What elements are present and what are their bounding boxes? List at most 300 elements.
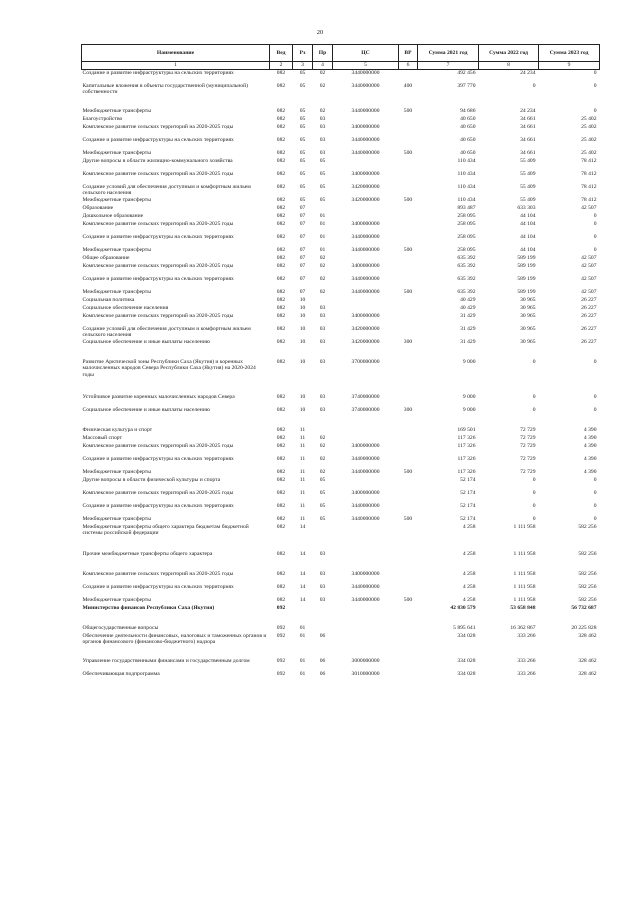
cell-pr [313,524,333,551]
cell-rz: 11 [299,427,306,433]
cell-name: Создание и развитие инфраструктуры на сельских территориях [82,503,234,509]
cell-rz: 07 [299,263,306,269]
cell-vr: 500 [403,108,413,114]
table-row [82,359,600,394]
cell-pr: 05 [319,158,326,164]
cell-sum-2022: 44 104 [520,213,536,219]
cell-cs: 3440000000 [351,83,380,89]
cell-vr [399,184,418,197]
cell-sum-2023: 0 [593,221,597,227]
cell-sum-2021: 4 258 [462,551,476,557]
cell-name: Социальная политика [82,297,135,303]
cell-rz: 11 [299,477,306,483]
cell-sum-2023: 0 [593,359,597,365]
table-row [82,108,600,116]
cell-rz: 10 [299,305,306,311]
cell-sum-2023: 0 [593,407,597,413]
cell-ved: 082 [276,205,286,211]
cell-sum-2021: 334 028 [457,671,476,677]
cell-pr: 03 [319,116,326,122]
cell-vr [399,394,418,407]
cell-rz: 07 [299,234,306,240]
table-row [82,263,600,276]
cell-sum-2021: 492 456 [457,70,476,76]
cell-vr [399,584,418,597]
cell-rz: 05 [299,197,306,203]
cell-sum-2022: 72 729 [520,469,536,475]
cell-vr [399,234,418,247]
cell-pr: 02 [319,443,326,449]
cell-sum-2022: 16 362 867 [510,625,536,631]
page-number: 20 [316,29,324,36]
cell-pr: 05 [319,171,326,177]
cell-rz: 05 [299,70,306,76]
cell-cs: 3400000000 [351,263,380,269]
cell-rz: 07 [299,205,306,211]
cell-vr: 500 [403,197,413,203]
cell-ved: 082 [276,443,286,449]
cell-cs [333,605,399,625]
cell-vr: 400 [403,83,413,89]
cell-sum-2021: 94 686 [460,108,476,114]
cell-cs: 3440000000 [351,469,380,475]
table-row [82,70,600,84]
cell-vr [399,263,418,276]
cell-vr [399,124,418,137]
cell-sum-2022: 55 409 [520,197,536,203]
cell-cs: 3400000000 [351,221,380,227]
cell-rz: 11 [299,516,306,522]
cell-sum-2023: 0 [593,234,597,240]
cell-sum-2022: 589 199 [517,263,536,269]
cell-vr [399,503,418,516]
cell-ved: 082 [276,427,286,433]
table-row [82,443,600,456]
cell-ved: 092 [276,633,286,639]
cell-ved: 082 [276,456,286,462]
cell-rz: 05 [299,108,306,114]
table-row [82,137,600,150]
cell-ved: 082 [276,359,286,365]
cell-cs: 3400000000 [351,313,380,319]
cell-sum-2022: 72 729 [520,443,536,449]
cell-name: Министерство финансов Республики Саха (Якутия) [82,605,215,611]
cell-sum-2021: 635 392 [457,255,476,261]
cell-sum-2022: 0 [532,394,536,400]
table-row [82,213,600,221]
cell-vr [399,443,418,456]
cell-cs: 3740000000 [351,407,380,413]
cell-ved: 082 [276,137,286,143]
table-row [82,597,600,605]
cell-name: Физическая культура и спорт [82,427,153,433]
cell-cs: 3400000000 [351,124,380,130]
cell-vr [399,205,418,213]
cell-vr [399,213,418,221]
cell-rz: 10 [299,394,306,400]
cell-name: Управление государственными финансами и государственным долгом [82,658,250,664]
cell-pr: 03 [319,551,326,557]
cell-sum-2023: 42 507 [581,276,597,282]
cell-name: Создание условий для обеспечения доступным и комфортным жильем сельского населения [82,184,251,197]
cell-sum-2022: 72 729 [520,435,536,441]
cell-vr [399,456,418,469]
cell-name: Создание и развитие инфраструктуры на сельских территориях [82,276,234,282]
cell-sum-2022: 44 104 [520,247,536,253]
cell-rz: 01 [299,625,306,631]
cell-sum-2022: 34 661 [520,124,536,130]
cell-sum-2021: 52 174 [460,516,476,522]
cell-name: Комплексное развитие сельских территорий на 2020-2025 годы [82,263,234,269]
cell-vr [399,70,418,84]
cell-vr [399,326,418,339]
cell-vr: 300 [403,407,413,413]
cell-sum-2023: 26 227 [581,305,597,311]
cell-pr: 03 [319,571,326,577]
cell-vr [399,137,418,150]
cell-ved: 082 [276,83,286,89]
cell-sum-2022: 72 729 [520,427,536,433]
cell-sum-2021: 117 326 [457,469,476,475]
header-ved: Вед [270,45,293,62]
table-row [82,116,600,124]
cell-sum-2021: 5 895 641 [453,625,476,631]
cell-rz: 05 [299,171,306,177]
cell-cs [333,116,399,124]
cell-ved: 082 [276,213,286,219]
cell-name: Межбюджетные трансферты [82,516,151,522]
header-cs: ЦС [333,45,399,62]
cell-ved: 082 [276,150,286,156]
cell-sum-2021: 9 000 [462,359,476,365]
cell-cs [333,625,399,633]
cell-sum-2022: 1 111 958 [513,524,536,530]
cell-rz: 07 [299,213,306,219]
cell-pr [313,605,333,625]
header-row [82,45,600,62]
table-row [82,83,600,108]
cell-rz: 11 [299,503,306,509]
table-row [82,524,600,551]
cell-sum-2021: 9 000 [462,394,476,400]
cell-sum-2021: 40 429 [460,297,476,303]
cell-cs: 3400000000 [351,490,380,496]
cell-ved: 082 [276,407,286,413]
cell-sum-2022: 333 266 [517,633,536,639]
cell-name: Создание условий для обеспечения доступным и комфортным жильем сельского населения [82,326,251,339]
column-number: 6 [399,62,418,70]
cell-cs: 3420000000 [351,197,380,203]
cell-vr [399,633,418,658]
cell-rz: 07 [299,221,306,227]
cell-name: Устойчивое развитие коренных малочисленных народов Севера [82,394,235,400]
cell-sum-2022: 633 303 [517,205,536,211]
cell-cs [333,477,399,490]
table-row [82,289,600,297]
cell-sum-2023: 26 227 [581,313,597,319]
cell-sum-2023: 4 390 [583,456,597,462]
cell-sum-2023: 78 412 [581,171,597,177]
cell-rz: 10 [299,297,306,303]
cell-rz: 05 [299,137,306,143]
cell-ved: 082 [276,394,286,400]
cell-rz: 11 [299,456,306,462]
cell-name: Комплексное развитие сельских территорий на 2020-2025 годы [82,490,234,496]
cell-sum-2022: 55 409 [520,171,536,177]
cell-vr [399,255,418,263]
cell-cs: 3420000000 [351,184,380,190]
table-row [82,469,600,477]
cell-vr: 500 [403,247,413,253]
cell-ved: 082 [276,221,286,227]
cell-cs: 3440000000 [351,597,380,603]
cell-pr: 03 [319,313,326,319]
cell-cs: 3440000000 [351,584,380,590]
cell-sum-2022: 0 [532,516,536,522]
header-sum-2022: Сумма 2022 год [479,45,539,62]
cell-pr: 02 [319,289,326,295]
table-row [82,124,600,137]
cell-rz: 10 [299,326,306,332]
cell-vr [399,435,418,443]
cell-pr: 03 [319,326,326,332]
cell-sum-2021: 110 434 [457,171,476,177]
column-number: 7 [418,62,479,70]
cell-sum-2023: 42 507 [581,255,597,261]
cell-vr [399,297,418,305]
column-number: 3 [293,62,313,70]
cell-sum-2023: 328 462 [578,633,597,639]
cell-ved: 082 [276,116,286,122]
cell-sum-2023: 582 256 [578,584,597,590]
cell-cs: 3420000000 [351,339,380,345]
cell-pr: 03 [319,339,326,345]
cell-sum-2022: 1 111 958 [513,571,536,577]
cell-ved: 082 [276,326,286,332]
cell-pr: 03 [319,597,326,603]
cell-ved: 082 [276,197,286,203]
cell-ved: 082 [276,435,286,441]
cell-cs: 3440000000 [351,247,380,253]
cell-name: Комплексное развитие сельских территорий на 2020-2025 годы [82,124,234,130]
cell-cs: 3440000000 [351,70,380,76]
column-number: 2 [270,62,293,70]
cell-sum-2022: 0 [532,359,536,365]
cell-sum-2023: 4 390 [583,427,597,433]
cell-sum-2022: 55 409 [520,184,536,190]
cell-sum-2023: 20 225 828 [571,625,597,631]
cell-sum-2021: 52 174 [460,503,476,509]
cell-pr: 03 [319,137,326,143]
cell-sum-2021: 4 258 [462,584,476,590]
cell-vr [399,490,418,503]
cell-name: Образование [82,205,114,211]
cell-sum-2021: 117 326 [457,456,476,462]
cell-sum-2021: 258 095 [457,221,476,227]
table-row [82,477,600,490]
cell-pr: 01 [319,247,326,253]
cell-cs [333,633,399,658]
cell-sum-2021: 40 429 [460,305,476,311]
cell-rz: 05 [299,116,306,122]
cell-sum-2023: 78 412 [581,184,597,190]
cell-vr [399,524,418,551]
cell-pr: 05 [319,477,326,483]
cell-pr: 02 [319,83,326,89]
cell-sum-2023: 42 507 [581,289,597,295]
cell-pr: 02 [319,263,326,269]
cell-rz: 11 [299,490,306,496]
cell-pr [313,205,333,213]
cell-vr: 500 [403,289,413,295]
cell-pr: 05 [319,490,326,496]
cell-name: Межбюджетные трансферты [82,469,151,475]
table-row [82,407,600,427]
cell-ved: 082 [276,263,286,269]
cell-name: Обеспечение деятельности финансовых, налоговых и таможенных органов и органов финансового (финансово-бюджетного) надзора [82,633,267,646]
cell-ved: 082 [276,339,286,345]
cell-ved: 082 [276,584,286,590]
budget-table [81,44,600,679]
cell-cs [333,435,399,443]
cell-ved: 082 [276,247,286,253]
cell-vr [399,276,418,289]
cell-ved: 092 [276,625,286,631]
table-row [82,625,600,633]
table-row [82,633,600,658]
cell-sum-2023: 25 402 [581,137,597,143]
cell-pr: 03 [319,124,326,130]
cell-sum-2022: 1 111 958 [513,597,536,603]
cell-sum-2023: 0 [593,83,597,89]
cell-vr [399,116,418,124]
table-row [82,305,600,313]
cell-sum-2022: 30 965 [520,297,536,303]
cell-ved: 082 [276,571,286,577]
cell-name: Межбюджетные трансферты общего характера бюджетам бюджетной системы российской федерации [82,524,249,537]
cell-cs: 3440000000 [351,516,380,522]
cell-pr: 03 [319,359,326,365]
cell-vr [399,671,418,679]
cell-vr: 500 [403,597,413,603]
cell-pr: 03 [319,394,326,400]
cell-sum-2023: 0 [593,516,597,522]
cell-rz: 14 [299,597,306,603]
cell-name: Межбюджетные трансферты [82,289,151,295]
cell-cs [333,297,399,305]
cell-name: Комплексное развитие сельских территорий на 2020-2025 годы [82,221,234,227]
cell-sum-2022: 34 661 [520,137,536,143]
cell-name: Общее образование [82,255,130,261]
cell-sum-2022: 34 661 [520,150,536,156]
cell-sum-2022: 72 729 [520,456,536,462]
cell-sum-2022: 55 409 [520,158,536,164]
cell-ved: 082 [276,234,286,240]
cell-ved: 082 [276,289,286,295]
table-row [82,158,600,171]
table-row [82,297,600,305]
cell-ved: 082 [276,158,286,164]
cell-sum-2022: 34 661 [520,116,536,122]
cell-pr [313,625,333,633]
cell-sum-2023: 582 256 [578,571,597,577]
cell-pr: 03 [319,305,326,311]
cell-sum-2021: 893 487 [457,205,476,211]
cell-sum-2023: 0 [593,213,597,219]
cell-sum-2021: 635 392 [457,263,476,269]
header-sum-2021: Сумма 2021 год [418,45,479,62]
cell-pr: 02 [319,435,326,441]
table-row [82,276,600,289]
cell-ved: 092 [276,671,286,677]
cell-cs [333,255,399,263]
cell-pr: 05 [319,184,326,190]
cell-vr [399,551,418,571]
cell-cs: 3740000000 [351,394,380,400]
cell-sum-2023: 4 390 [583,469,597,475]
table-row [82,150,600,158]
cell-sum-2021: 334 028 [457,633,476,639]
cell-sum-2023: 0 [593,503,597,509]
table-row [82,571,600,584]
cell-name: Комплексное развитие сельских территорий на 2020-2025 годы [82,443,234,449]
cell-name: Общегосударственные вопросы [82,625,159,631]
column-number: 8 [479,62,539,70]
cell-sum-2023: 582 256 [578,524,597,530]
cell-sum-2023: 4 390 [583,435,597,441]
cell-pr [313,427,333,435]
cell-ved: 092 [276,605,286,611]
cell-pr: 02 [319,276,326,282]
cell-name: Развитие Арктической зоны Республики Саха (Якутия) и коренных малочисленных народов Севера Республики Саха (Якутия) на 2020-2024 годы [82,359,256,378]
cell-ved: 082 [276,255,286,261]
cell-sum-2022: 30 965 [520,313,536,319]
cell-ved: 082 [276,524,286,530]
cell-rz: 11 [299,443,306,449]
cell-name: Массовый спорт [82,435,122,441]
cell-rz: 05 [299,158,306,164]
cell-sum-2023: 328 462 [578,658,597,664]
cell-name: Создание и развитие инфраструктуры на сельских территориях [82,137,234,143]
cell-rz: 10 [299,313,306,319]
cell-sum-2023: 26 227 [581,326,597,332]
cell-name: Межбюджетные трансферты [82,247,151,253]
cell-sum-2023: 56 732 687 [571,605,597,611]
cell-pr: 06 [319,633,326,639]
cell-name: Прочие межбюджетные трансферты общего характера [82,551,213,557]
cell-name: Социальное обеспечение населения [82,305,169,311]
cell-sum-2022: 0 [532,407,536,413]
cell-ved: 082 [276,108,286,114]
cell-sum-2022: 589 199 [517,255,536,261]
cell-sum-2021: 52 174 [460,490,476,496]
cell-sum-2023: 26 227 [581,339,597,345]
cell-name: Дошкольное образование [82,213,144,219]
table-row [82,247,600,255]
cell-cs: 3440000000 [351,150,380,156]
cell-sum-2021: 40 650 [460,124,476,130]
table-row [82,255,600,263]
cell-rz: 05 [299,124,306,130]
cell-cs [333,551,399,571]
cell-sum-2023: 25 402 [581,150,597,156]
header-sum-2023: Сумма 2023 год [539,45,600,62]
cell-sum-2022: 44 104 [520,234,536,240]
cell-cs [333,427,399,435]
cell-ved: 082 [276,297,286,303]
cell-cs: 3400000000 [351,443,380,449]
cell-sum-2023: 78 412 [581,197,597,203]
